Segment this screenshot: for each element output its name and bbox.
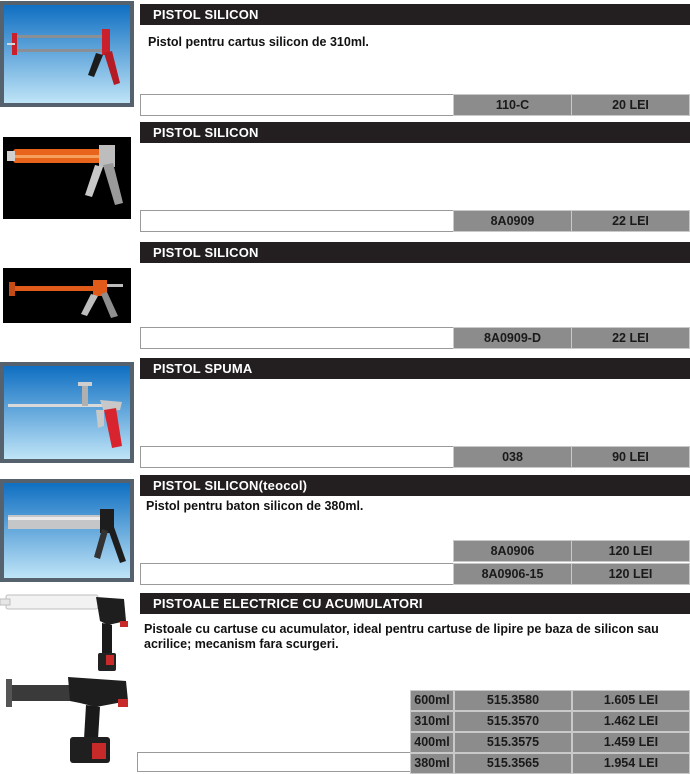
product-code: 515.3575: [454, 732, 572, 753]
product-code: 515.3580: [454, 690, 572, 711]
table-row: [410, 711, 690, 732]
product-code: 515.3565: [454, 753, 572, 774]
blank-cell: [140, 94, 454, 116]
product-title: PISTOL SILICON: [140, 4, 690, 25]
product-title: PISTOL SPUMA: [140, 358, 690, 379]
product-code: 8A0906-15: [453, 563, 572, 585]
product-title: PISTOL SILICON(teocol): [140, 475, 690, 496]
product-title: PISTOL SILICON: [140, 242, 690, 263]
product-price: 20 LEI: [571, 94, 690, 116]
blank-cell: [140, 210, 454, 232]
product-image-cordless-guns: [0, 591, 134, 773]
product-description: Pistol pentru cartus silicon de 310ml.: [148, 35, 369, 49]
blank-cell: [137, 752, 411, 772]
product-image-foam-gun: [0, 362, 134, 463]
caulking-gun-icon: [3, 268, 131, 323]
foam-gun-icon: [4, 366, 130, 459]
product-code: 038: [453, 446, 572, 468]
sausage-caulking-gun-icon: [4, 483, 130, 578]
size-cell: 310ml: [410, 711, 454, 732]
product-code: 8A0909: [453, 210, 572, 232]
product-code: 8A0909-D: [453, 327, 572, 349]
product-image-caulking-gun-2: [3, 137, 131, 219]
product-price: 120 LEI: [571, 540, 690, 562]
product-image-sausage-gun: [0, 479, 134, 582]
product-code: 8A0906: [453, 540, 572, 562]
size-cell: 600ml: [410, 690, 454, 711]
cordless-caulking-guns-icon: [0, 591, 134, 773]
table-row: [410, 753, 690, 774]
size-cell: 380ml: [410, 753, 454, 774]
product-code: 515.3570: [454, 711, 572, 732]
blank-cell: [140, 327, 454, 349]
product-description: Pistol pentru baton silicon de 380ml.: [146, 499, 364, 513]
product-price: 1.459 LEI: [572, 732, 690, 753]
product-price: 1.462 LEI: [572, 711, 690, 732]
product-price: 120 LEI: [571, 563, 690, 585]
product-price: 22 LEI: [571, 327, 690, 349]
table-row: [410, 690, 690, 711]
table-row: [410, 732, 690, 753]
product-image-caulking-gun-3: [3, 268, 131, 323]
product-title: PISTOALE ELECTRICE CU ACUMULATORI: [140, 593, 690, 614]
cordless-price-table: [410, 690, 690, 774]
blank-cell: [140, 563, 454, 585]
blank-cell: [140, 446, 454, 468]
product-code: 110-C: [453, 94, 572, 116]
product-description: Pistoale cu cartuse cu acumulator, ideal pentru cartuse de lipire pe baza de silicon sau acrilice; mecanism fara scurgeri.: [144, 622, 659, 651]
product-price: 1.954 LEI: [572, 753, 690, 774]
size-cell: 400ml: [410, 732, 454, 753]
product-image-caulking-gun-1: [0, 1, 134, 107]
product-price: 1.605 LEI: [572, 690, 690, 711]
product-title: PISTOL SILICON: [140, 122, 690, 143]
caulking-gun-icon: [3, 137, 131, 219]
product-price: 22 LEI: [571, 210, 690, 232]
caulking-gun-icon: [4, 5, 130, 103]
product-price: 90 LEI: [571, 446, 690, 468]
